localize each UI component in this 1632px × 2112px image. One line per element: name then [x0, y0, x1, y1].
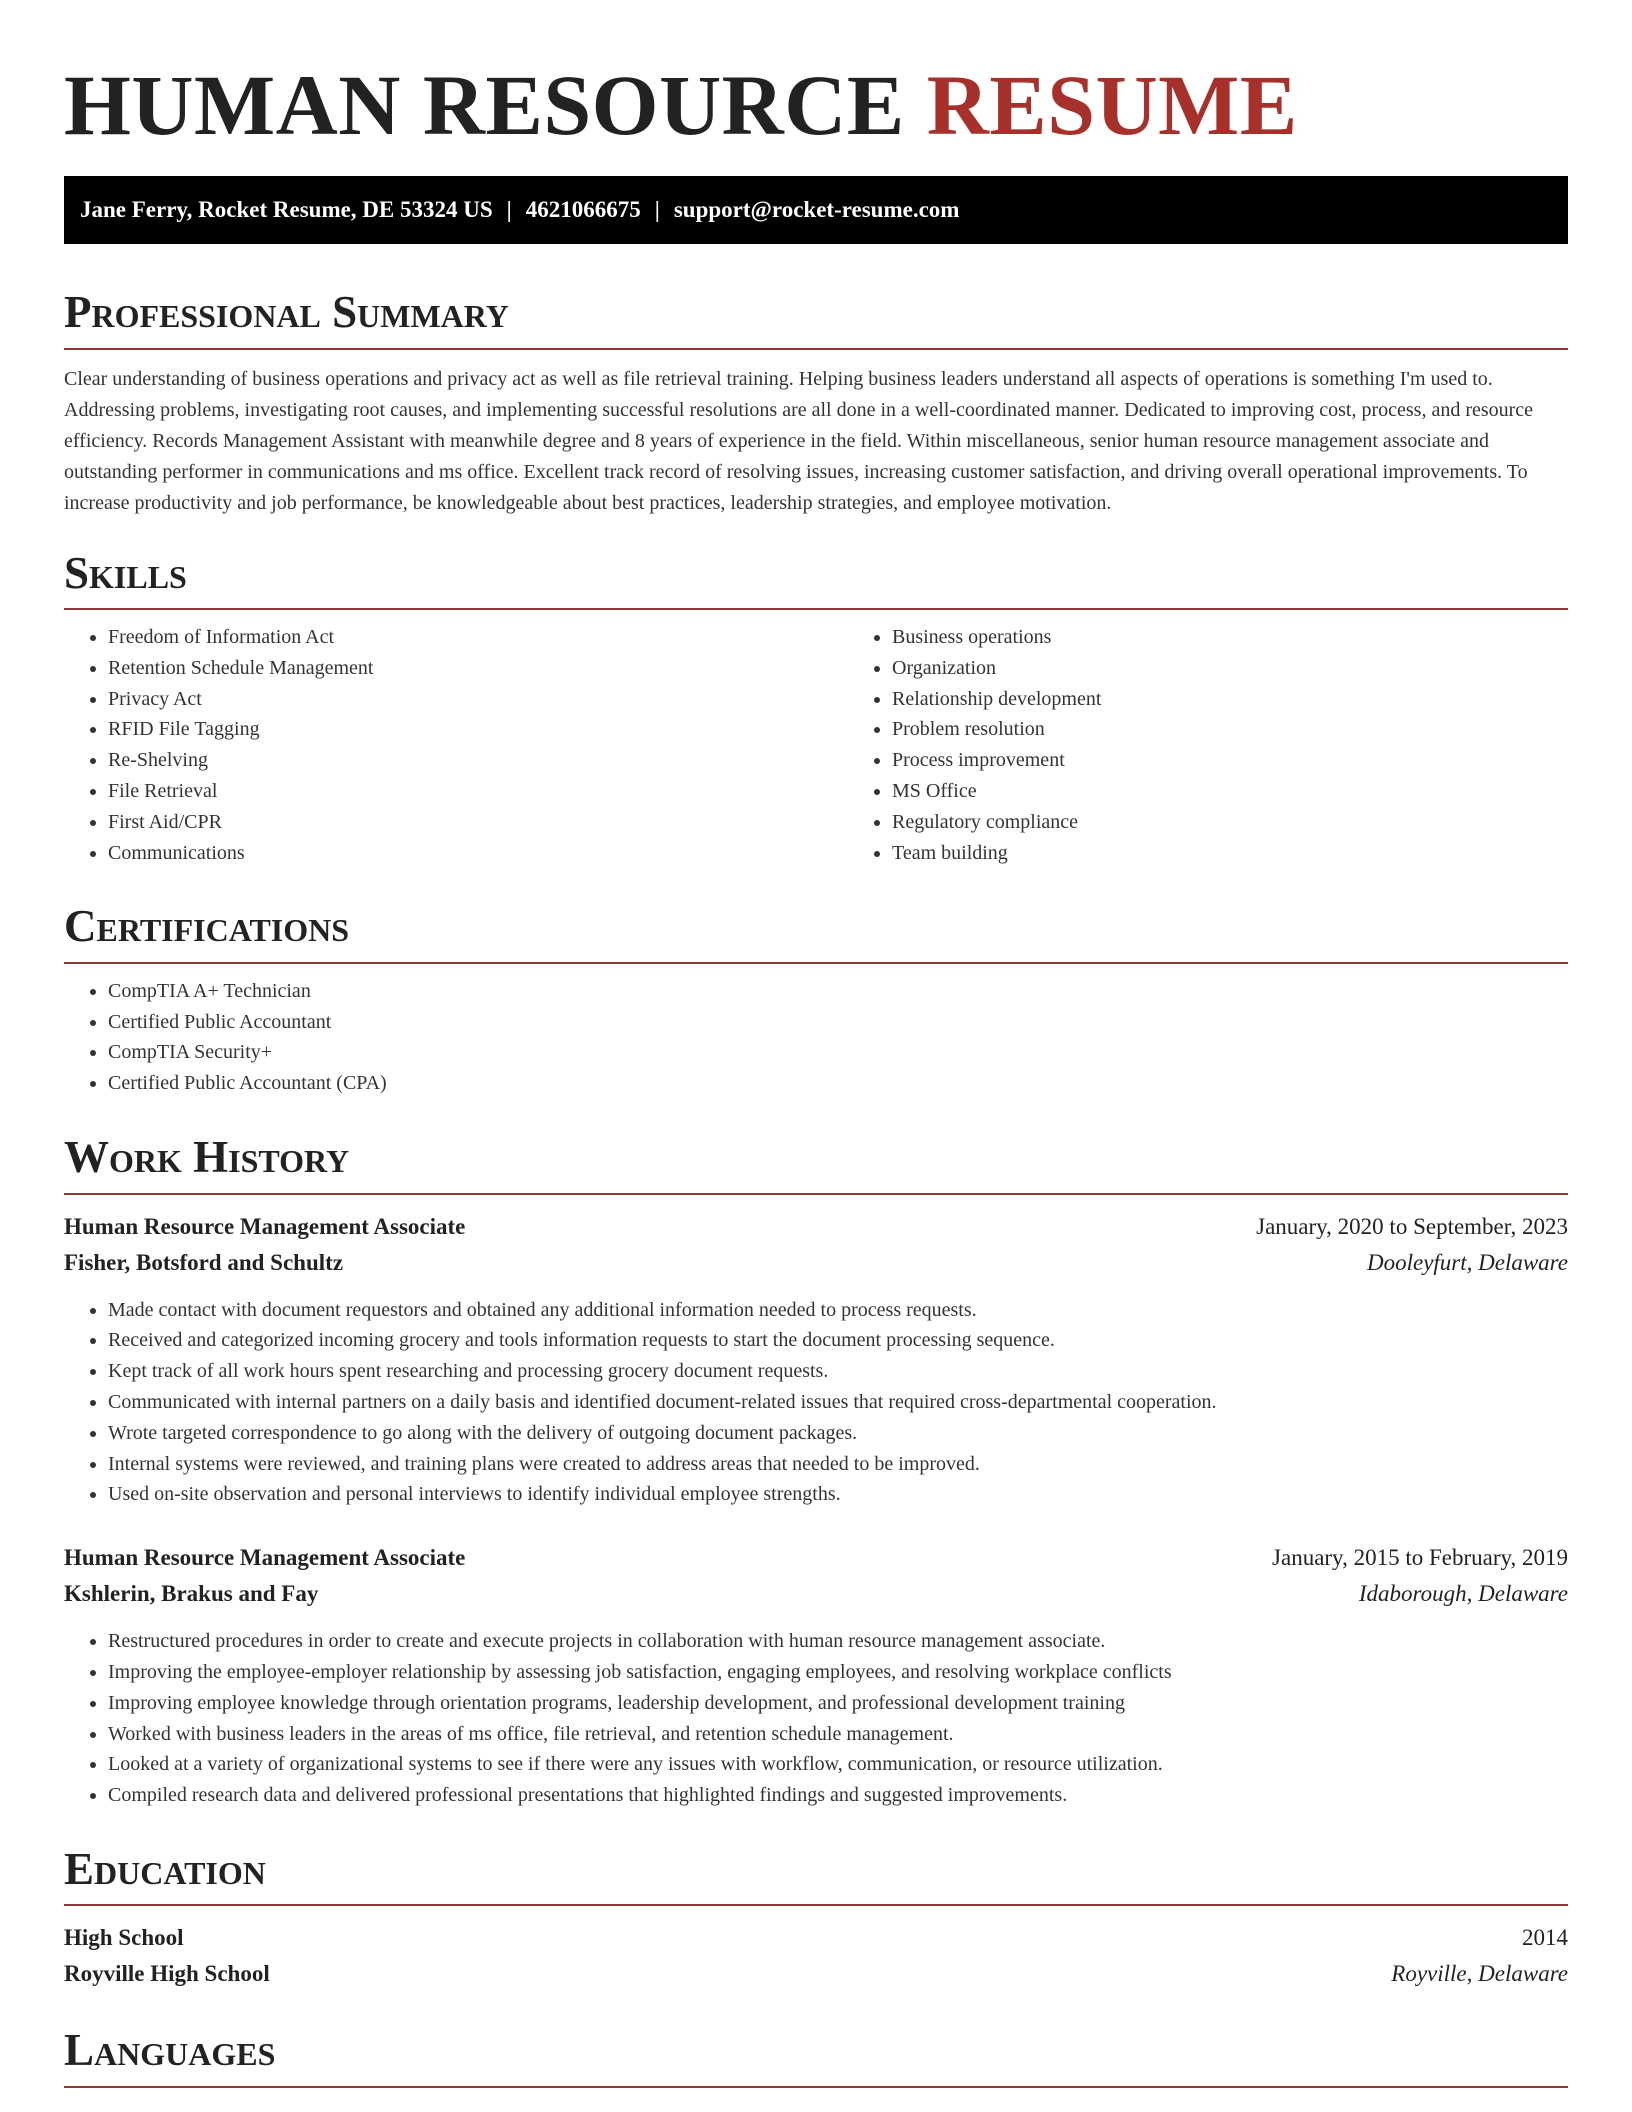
job-bullet: • Wrote targeted correspondence to go along with the delivery of outgoing document packages.: [108, 1418, 1568, 1449]
job-company-row: [64, 1576, 1568, 1612]
summary-heading: Professional Summary: [64, 288, 1568, 350]
job-bullet: • Restructured procedures in order to create and execute projects in collaboration with human resource management associate.: [108, 1626, 1568, 1657]
job-bullet: • Received and categorized incoming grocery and tools information requests to start the document processing sequence.: [108, 1325, 1568, 1356]
skill-item: • Business operations: [892, 622, 1632, 653]
certification-item: • Certified Public Accountant (CPA): [108, 1068, 1568, 1099]
job-bullets: [64, 1295, 1568, 1511]
education-heading: Education: [64, 1845, 1568, 1907]
skills-section: [64, 549, 1568, 869]
work-history-section: [64, 1133, 1568, 1811]
title-accent: RESUME: [926, 57, 1298, 153]
job-bullet: • Made contact with document requestors and obtained any additional information needed to process requests.: [108, 1295, 1568, 1326]
contact-email: support@rocket-resume.com: [673, 197, 960, 222]
certification-item: • CompTIA Security+: [108, 1037, 1568, 1068]
job-location: Dooleyfurt, Delaware: [1366, 1249, 1568, 1275]
education-school-row: [64, 1956, 1568, 1992]
skill-item: • Communications: [108, 838, 848, 869]
job-company: Kshlerin, Brakus and Fay: [64, 1581, 319, 1607]
education-year: 2014: [1522, 1925, 1568, 1951]
certifications-heading: Certifications: [64, 902, 1568, 964]
skill-item: • Process improvement: [892, 745, 1632, 776]
summary-section: [64, 288, 1568, 519]
job-bullet: • Improving the employee-employer relationship by assessing job satisfaction, engaging employees, and resolving workplace conflicts: [108, 1657, 1568, 1688]
job-header-row: [64, 1540, 1568, 1576]
job-dates: January, 2015 to February, 2019: [1272, 1545, 1568, 1571]
job-title: Human Resource Management Associate: [64, 1545, 466, 1571]
summary-text: Clear understanding of business operations and privacy act as well as file retrieval training. Helping business leaders understand all aspects of operations is something I'm used to. Addressing problems, investigating root causes, and implementing successful resolutions are all done in a well-coordinated manner. Dedicated to improving cost, process, and resource efficiency. Records Management Assistant with meanwhile degree and 8 years of experience in the field. Within miscellaneous, senior human resource management associate and outstanding performer in communications and ms office. Excellent track record of resolving issues, increasing customer satisfaction, and driving overall operational improvements. To increase productivity and job performance, be knowledgeable about best practices, leadership strategies, and employee motivation.: [64, 367, 1534, 514]
job-bullet: • Internal systems were reviewed, and training plans were created to address areas that needed to be improved.: [108, 1449, 1568, 1480]
skill-item: • MS Office: [892, 776, 1632, 807]
job-bullet: • Communicated with internal partners on a daily basis and identified document-related issues that required cross-departmental cooperation.: [108, 1387, 1568, 1418]
work-history-heading: Work History: [64, 1133, 1568, 1195]
skill-item: • Regulatory compliance: [892, 807, 1632, 838]
skill-item: • Relationship development: [892, 684, 1632, 715]
job-bullet: • Worked with business leaders in the areas of ms office, file retrieval, and retention schedule management.: [108, 1719, 1568, 1750]
skill-item: • Team building: [892, 838, 1632, 869]
skill-item: • Privacy Act: [108, 684, 848, 715]
job-location: Idaborough, Delaware: [1358, 1581, 1568, 1607]
job-company-row: [64, 1245, 1568, 1281]
certification-item: • Certified Public Accountant: [108, 1007, 1568, 1038]
resume-title: [64, 0, 1568, 176]
certification-item: • CompTIA A+ Technician: [108, 976, 1568, 1007]
job-bullet: • Looked at a variety of organizational systems to see if there were any issues with workflow, communication, or resource utilization.: [108, 1749, 1568, 1780]
job-bullet: • Kept track of all work hours spent researching and processing grocery document requests.: [108, 1356, 1568, 1387]
job-header-row: [64, 1209, 1568, 1245]
skills-heading: Skills: [64, 549, 1568, 611]
skill-item: • First Aid/CPR: [108, 807, 848, 838]
contact-phone: 4621066675: [525, 197, 641, 222]
education-degree: High School: [64, 1925, 184, 1951]
job-entry: [64, 1209, 1568, 1511]
skills-list-right: [848, 622, 1632, 868]
job-bullets: [64, 1626, 1568, 1811]
skill-item: • RFID File Tagging: [108, 714, 848, 745]
contact-address: Jane Ferry, Rocket Resume, DE 53324 US: [80, 197, 493, 222]
job-title: Human Resource Management Associate: [64, 1213, 466, 1239]
skill-item: • Problem resolution: [892, 714, 1632, 745]
education-location: Royville, Delaware: [1391, 1961, 1568, 1987]
skill-item: • Re-Shelving: [108, 745, 848, 776]
certifications-section: [64, 902, 1568, 1099]
contact-bar: [64, 176, 1568, 244]
languages-section: [64, 2026, 1568, 2088]
education-entry: [64, 1920, 1568, 1992]
skills-list-left: [64, 622, 848, 868]
certifications-list: [64, 976, 1568, 1099]
job-company: Fisher, Botsford and Schultz: [64, 1249, 344, 1275]
skills-columns: [64, 610, 1568, 868]
education-school: Royville High School: [64, 1961, 270, 1987]
job-bullet: • Improving employee knowledge through orientation programs, leadership development, and professional development training: [108, 1688, 1568, 1719]
education-header-row: [64, 1920, 1568, 1956]
contact-separator: |: [654, 197, 660, 222]
skill-item: • Freedom of Information Act: [108, 622, 848, 653]
skill-item: • Retention Schedule Management: [108, 653, 848, 684]
job-bullet: • Used on-site observation and personal interviews to identify individual employee strengths.: [108, 1479, 1568, 1510]
contact-separator: |: [506, 197, 512, 222]
job-entry: [64, 1540, 1568, 1811]
skill-item: • File Retrieval: [108, 776, 848, 807]
education-section: [64, 1845, 1568, 1993]
job-dates: January, 2020 to September, 2023: [1256, 1213, 1568, 1239]
title-main: HUMAN RESOURCE: [64, 57, 905, 153]
job-bullet: • Compiled research data and delivered professional presentations that highlighted findings and suggested improvements.: [108, 1780, 1568, 1811]
skill-item: • Organization: [892, 653, 1632, 684]
languages-heading: Languages: [64, 2026, 1568, 2088]
